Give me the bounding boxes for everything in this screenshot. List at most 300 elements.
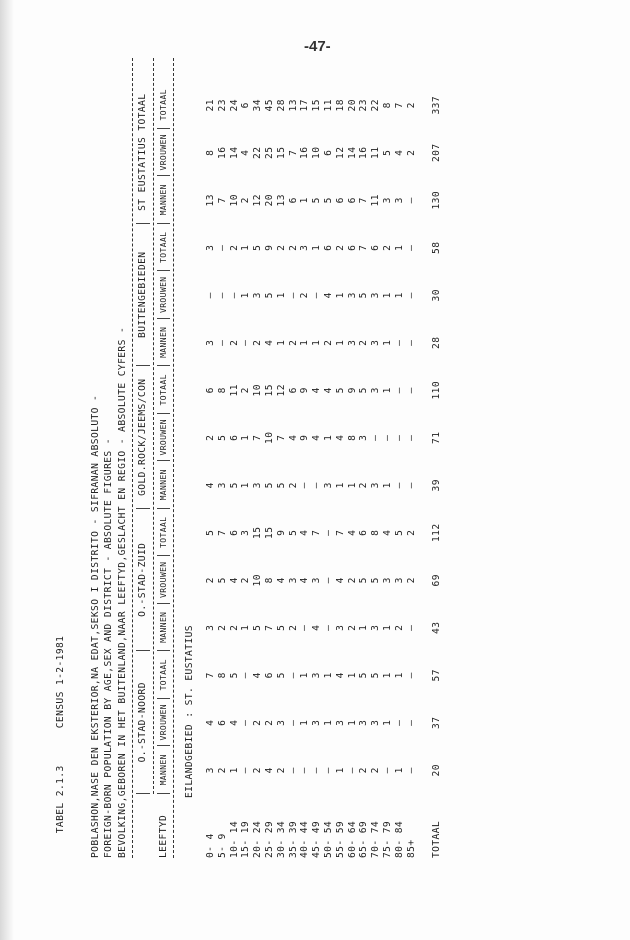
table-cell: 3 [370,624,382,631]
table-cell: 25 [263,146,275,159]
table-cell: 3 [334,719,346,726]
table-cell: 16 [299,146,311,159]
table-cell: 4 [228,577,240,584]
table-cell: – [405,339,417,346]
table-cell: 2 [240,197,252,204]
table-cell: 5 [216,434,228,441]
table-cell: 8 [216,387,228,394]
table-cell: 1 [381,387,393,394]
table-cell: 2 [216,624,228,631]
table-cell: – [405,434,417,441]
table-cell: 9 [263,244,275,251]
table-cell: 1 [240,292,252,299]
table-cell: – [240,719,252,726]
table-cell: 20 [346,99,358,112]
table-cell: 6 [287,197,299,204]
table-cell: 1 [240,482,252,489]
table-title-3: BEVOLKING,GEBOREN IN HET BUITENLAND,NAAR LEEFTYD,GESLACHT EN REGIO - ABSOLUTE CYFERS - [116,326,128,858]
table-cell: 4 [311,624,323,631]
table-cell: – [216,292,228,299]
table-cell: 3 [205,339,216,346]
table-cell: 5 [275,482,287,489]
table-cell: 5 [252,244,264,251]
table-cell: 10 [252,384,264,397]
table-cell: 3 [381,197,393,204]
table-cell: 3 [299,244,311,251]
sub-column-header: MANNEN [157,747,170,795]
age-group-label: 65- 69 [358,820,370,858]
table-cell: 17 [299,99,311,112]
table-cell: 9 [299,434,311,441]
table-cell: 1 [240,244,252,251]
district-header-row [136,58,150,858]
table-cell: 5 [358,387,370,394]
table-cell: 3 [311,719,323,726]
table-cell: 4 [311,387,323,394]
table-cell: 11 [322,99,334,112]
sub-column-header: MANNEN [157,319,170,367]
table-cell: 2 [287,244,299,251]
table-cell: 2 [346,577,358,584]
table-cell: – [287,292,299,299]
table-cell: 3 [370,482,382,489]
table-cell: 1 [334,292,346,299]
age-group-label: 80- 84 [393,820,405,858]
table-cell: 5 [275,672,287,679]
table-cell: 12 [252,194,264,207]
table-cell: 4 [299,577,311,584]
table-cell: – [322,767,334,774]
table-cell: 4 [334,434,346,441]
table-cell: 6 [322,244,334,251]
table-cell: 2 [252,719,264,726]
table-cell: 2 [358,482,370,489]
table-cell: – [405,482,417,489]
table-cell: 5 [358,672,370,679]
table-cell: 11 [370,194,382,207]
table-cell: 4 [263,339,275,346]
table-cell: 2 [346,624,358,631]
table-cell: 18 [334,99,346,112]
table-cell: – [405,672,417,679]
table-cell: 2 [252,339,264,346]
table-cell: 6 [334,197,346,204]
table-cell: 12 [275,384,287,397]
total-cell: 30 [431,289,443,302]
sub-column-header: TOTAAL [157,224,170,272]
table-cell: 9 [275,529,287,536]
table-cell: 10 [263,431,275,444]
table-cell: 6 [228,434,240,441]
table-cell: 5 [263,482,275,489]
table-cell: 7 [358,197,370,204]
table-cell: 7 [216,529,228,536]
table-cell: 13 [205,194,216,207]
table-cell: – [405,767,417,774]
table-cell: 2 [205,577,216,584]
table-cell: 3 [252,292,264,299]
table-cell: 1 [346,482,358,489]
age-group-label: 50- 54 [322,820,334,858]
table-cell: 1 [299,672,311,679]
table-cell: 5 [393,529,405,536]
sub-column-header: TOTAAL [157,652,170,700]
table-cell: 13 [275,194,287,207]
table-cell: 5 [287,529,299,536]
age-group-label: 10- 14 [228,820,240,858]
table-cell: 28 [275,99,287,112]
table-cell: 1 [381,624,393,631]
table-cell: 7 [334,529,346,536]
table-cell: 7 [263,624,275,631]
table-cell: – [322,624,334,631]
table-cell: – [322,529,334,536]
table-cell: 4 [311,434,323,441]
sub-column-header: MANNEN [157,462,170,510]
table-cell: 4 [299,529,311,536]
table-cell: 2 [216,767,228,774]
table-cell: 15 [263,526,275,539]
table-cell: 6 [205,387,216,394]
table-cell: 4 [205,482,216,489]
table-cell: 8 [346,434,358,441]
table-cell: 16 [216,146,228,159]
table-cell: 1 [311,339,323,346]
table-cell: 11 [370,146,382,159]
table-cell: 1 [358,624,370,631]
table-cell: 7 [252,434,264,441]
table-cell: 3 [370,339,382,346]
total-cell: 207 [431,143,443,163]
table-cell: 3 [311,672,323,679]
table-cell: 3 [346,292,358,299]
table-cell: – [311,767,323,774]
table-cell: – [393,339,405,346]
table-cell: 5 [205,529,216,536]
table-title-2: FOREIGN-BORN POPULATION BY AGE,SEX AND DISTRICT - ABSOLUTE FIGURES - [103,438,114,858]
totals-row [431,58,442,858]
table-cell: – [393,482,405,489]
table-cell: 22 [370,99,382,112]
section-label: EILANDGEBIED : ST. EUSTATIUS [184,625,195,798]
table-cell: 1 [346,672,358,679]
sub-column-header: VROUWEN [157,699,170,747]
table-cell: 1 [334,482,346,489]
table-cell: – [287,767,299,774]
table-cell: 20 [263,194,275,207]
age-group-label: 0- 4 [205,833,216,858]
age-group-label: 25- 29 [263,820,275,858]
table-cell: 34 [252,99,264,112]
sub-column-header: MANNEN [157,177,170,225]
age-group-label: 5- 9 [216,833,228,858]
table-cell: 3 [370,387,382,394]
table-cell: 6 [263,672,275,679]
table-cell: 4 [334,672,346,679]
table-cell: – [405,292,417,299]
table-cell: – [405,197,417,204]
table-cell: – [287,672,299,679]
table-cell: 5 [334,387,346,394]
table-cell: 2 [287,339,299,346]
table-cell: 4 [381,529,393,536]
table-cell: 1 [275,339,287,346]
table-cell: 2 [228,244,240,251]
total-label: TOTAAL [431,820,443,858]
total-cell: 20 [431,764,443,777]
total-cell: 28 [431,336,443,349]
table-cell: 3 [358,434,370,441]
total-cell: 57 [431,669,443,682]
sub-column-header: VROUWEN [157,414,170,462]
table-cell: 2 [275,767,287,774]
table-cell: 2 [358,339,370,346]
table-cell: – [216,339,228,346]
table-cell: 10 [252,574,264,587]
table-cell: 1 [228,767,240,774]
table-cell: 4 [322,292,334,299]
table-cell: 4 [346,529,358,536]
table-cell: 7 [393,102,405,109]
total-cell: 43 [431,621,443,634]
table-cell: 3 [393,197,405,204]
table-cell: – [393,434,405,441]
table-cell: 3 [216,482,228,489]
table-cell: 5 [322,197,334,204]
table-cell: – [216,244,228,251]
age-group-label: 30- 34 [275,820,287,858]
rotated-table [40,58,630,858]
table-cell: 2 [287,624,299,631]
table-cell: 7 [275,434,287,441]
sub-column-header: MANNEN [157,604,170,652]
table-cell: 1 [381,672,393,679]
table-cell: 3 [205,624,216,631]
census-date: CENSUS 1-2-1981 [54,635,66,729]
age-group-label: 55- 59 [334,820,346,858]
table-cell: 1 [381,339,393,346]
table-cell: 1 [393,767,405,774]
divider [173,58,174,858]
table-cell: 4 [205,719,216,726]
table-cell: – [299,767,311,774]
table-cell: 3 [311,577,323,584]
table-cell: 15 [252,526,264,539]
age-group-label: 40- 44 [299,820,311,858]
district-header: O.-STAD-ZUID [136,509,150,652]
table-cell: 2 [370,767,382,774]
table-cell: 5 [252,624,264,631]
table-cell: 3 [205,244,216,251]
table-cell: 2 [228,624,240,631]
table-cell: 14 [346,146,358,159]
table-cell: 6 [216,719,228,726]
table-cell: 2 [299,292,311,299]
table-cell: – [311,482,323,489]
table-cell: – [205,292,216,299]
district-header: GOLD.ROCK/JEEMS/CON [136,367,150,510]
table-cell: 1 [299,339,311,346]
table-cell: 6 [322,149,334,156]
table-cell: 23 [358,99,370,112]
table-cell: 4 [322,387,334,394]
table-cell: 6 [358,529,370,536]
table-cell: 4 [228,719,240,726]
table-cell: 1 [334,339,346,346]
table-cell: 3 [346,339,358,346]
table-cell: 8 [205,149,216,156]
table-cell: 6 [346,244,358,251]
table-cell: 4 [263,767,275,774]
table-cell: 4 [252,672,264,679]
table-cell: 7 [287,149,299,156]
table-cell: 8 [216,672,228,679]
total-cell: 110 [431,380,443,400]
table-cell: 2 [240,387,252,394]
table-cell: 5 [381,149,393,156]
table-cell: 1 [240,434,252,441]
table-cell: 9 [299,387,311,394]
page-number: -47- [304,38,331,55]
table-cell: 13 [287,99,299,112]
table-cell: 1 [322,672,334,679]
table-cell: 12 [334,146,346,159]
table-cell: – [405,387,417,394]
table-cell: 8 [263,577,275,584]
table-cell: 2 [393,624,405,631]
table-cell: 10 [228,194,240,207]
table-cell: 5 [275,624,287,631]
table-cell: 14 [228,146,240,159]
table-cell: 7 [205,672,216,679]
table-cell: 8 [370,529,382,536]
age-group-label: 60- 64 [346,820,358,858]
table-cell: – [370,434,382,441]
table-cell: 2 [405,529,417,536]
table-cell: – [240,672,252,679]
table-cell: 2 [263,719,275,726]
sub-column-header: TOTAAL [157,367,170,415]
district-header: BUITENGEBIEDEN [136,224,150,367]
total-cell: 71 [431,431,443,444]
table-cell: – [322,577,334,584]
table-cell: 3 [358,719,370,726]
table-cell: 3 [334,624,346,631]
total-cell: 337 [431,95,443,115]
table-cell: 1 [381,482,393,489]
table-cell: 2 [287,482,299,489]
sub-column-header: VROUWEN [157,129,170,177]
table-cell: 1 [393,672,405,679]
table-id: TABEL 2.1.3 [54,765,66,834]
table-cell: 2 [275,244,287,251]
table-cell: 3 [393,577,405,584]
age-group-label: 20- 24 [252,820,264,858]
table-cell: 3 [322,482,334,489]
table-cell: 7 [216,197,228,204]
table-cell: 5 [228,482,240,489]
table-cell: 5 [311,197,323,204]
divider [132,58,133,858]
table-cell: 24 [228,99,240,112]
table-cell: 4 [275,577,287,584]
table-cell: 23 [216,99,228,112]
age-group-label: 75- 79 [381,820,393,858]
table-cell: – [228,292,240,299]
table-cell: 1 [346,719,358,726]
district-header: O.-STAD-NOORD [136,652,150,795]
table-cell: – [240,767,252,774]
age-group-label: 35- 39 [287,820,299,858]
table-cell: 5 [370,672,382,679]
table-cell: – [299,482,311,489]
total-cell: 130 [431,190,443,210]
table-cell: 5 [358,577,370,584]
total-cell: 112 [431,523,443,543]
divider [153,58,154,794]
table-cell: 3 [381,577,393,584]
table-cell: 4 [334,577,346,584]
table-cell: – [346,767,358,774]
table-cell: 6 [370,244,382,251]
table-cell: 6 [240,102,252,109]
table-cell: 5 [370,577,382,584]
table-cell: – [311,292,323,299]
sub-column-header: VROUWEN [157,272,170,320]
table-cell: 1 [393,292,405,299]
sub-column-header: TOTAAL [157,82,170,130]
table-cell: 11 [228,384,240,397]
total-cell: 58 [431,241,443,254]
age-group-label: 15- 19 [240,820,252,858]
table-cell: 3 [205,767,216,774]
table-cell: 7 [358,244,370,251]
scan-edge-shadow [0,0,14,940]
table-cell: 3 [240,529,252,536]
table-cell: 2 [252,767,264,774]
table-cell: 1 [311,244,323,251]
table-cell: 22 [252,146,264,159]
table-cell: 1 [322,719,334,726]
table-cell: – [405,719,417,726]
table-cell: 3 [252,482,264,489]
table-cell: 5 [216,577,228,584]
table-cell: 15 [275,146,287,159]
table-cell: 1 [299,719,311,726]
age-group-label: 85+ [405,839,417,858]
table-cell: 1 [299,197,311,204]
table-cell: – [393,387,405,394]
table-cell: 1 [240,624,252,631]
table-cell: 2 [381,244,393,251]
table-cell: 2 [228,339,240,346]
table-cell: 9 [346,387,358,394]
table-cell: – [393,719,405,726]
table-cell: 4 [287,434,299,441]
total-cell: 69 [431,574,443,587]
table-cell: 2 [334,244,346,251]
table-cell: 15 [263,384,275,397]
table-cell: 2 [405,577,417,584]
total-cell: 37 [431,716,443,729]
table-cell: 5 [358,292,370,299]
table-cell: 6 [346,197,358,204]
table-cell: 3 [275,719,287,726]
age-group-label: 45- 49 [311,820,323,858]
table-cell: – [381,434,393,441]
row-header: LEEFTYD [158,814,169,858]
table-cell: – [299,624,311,631]
